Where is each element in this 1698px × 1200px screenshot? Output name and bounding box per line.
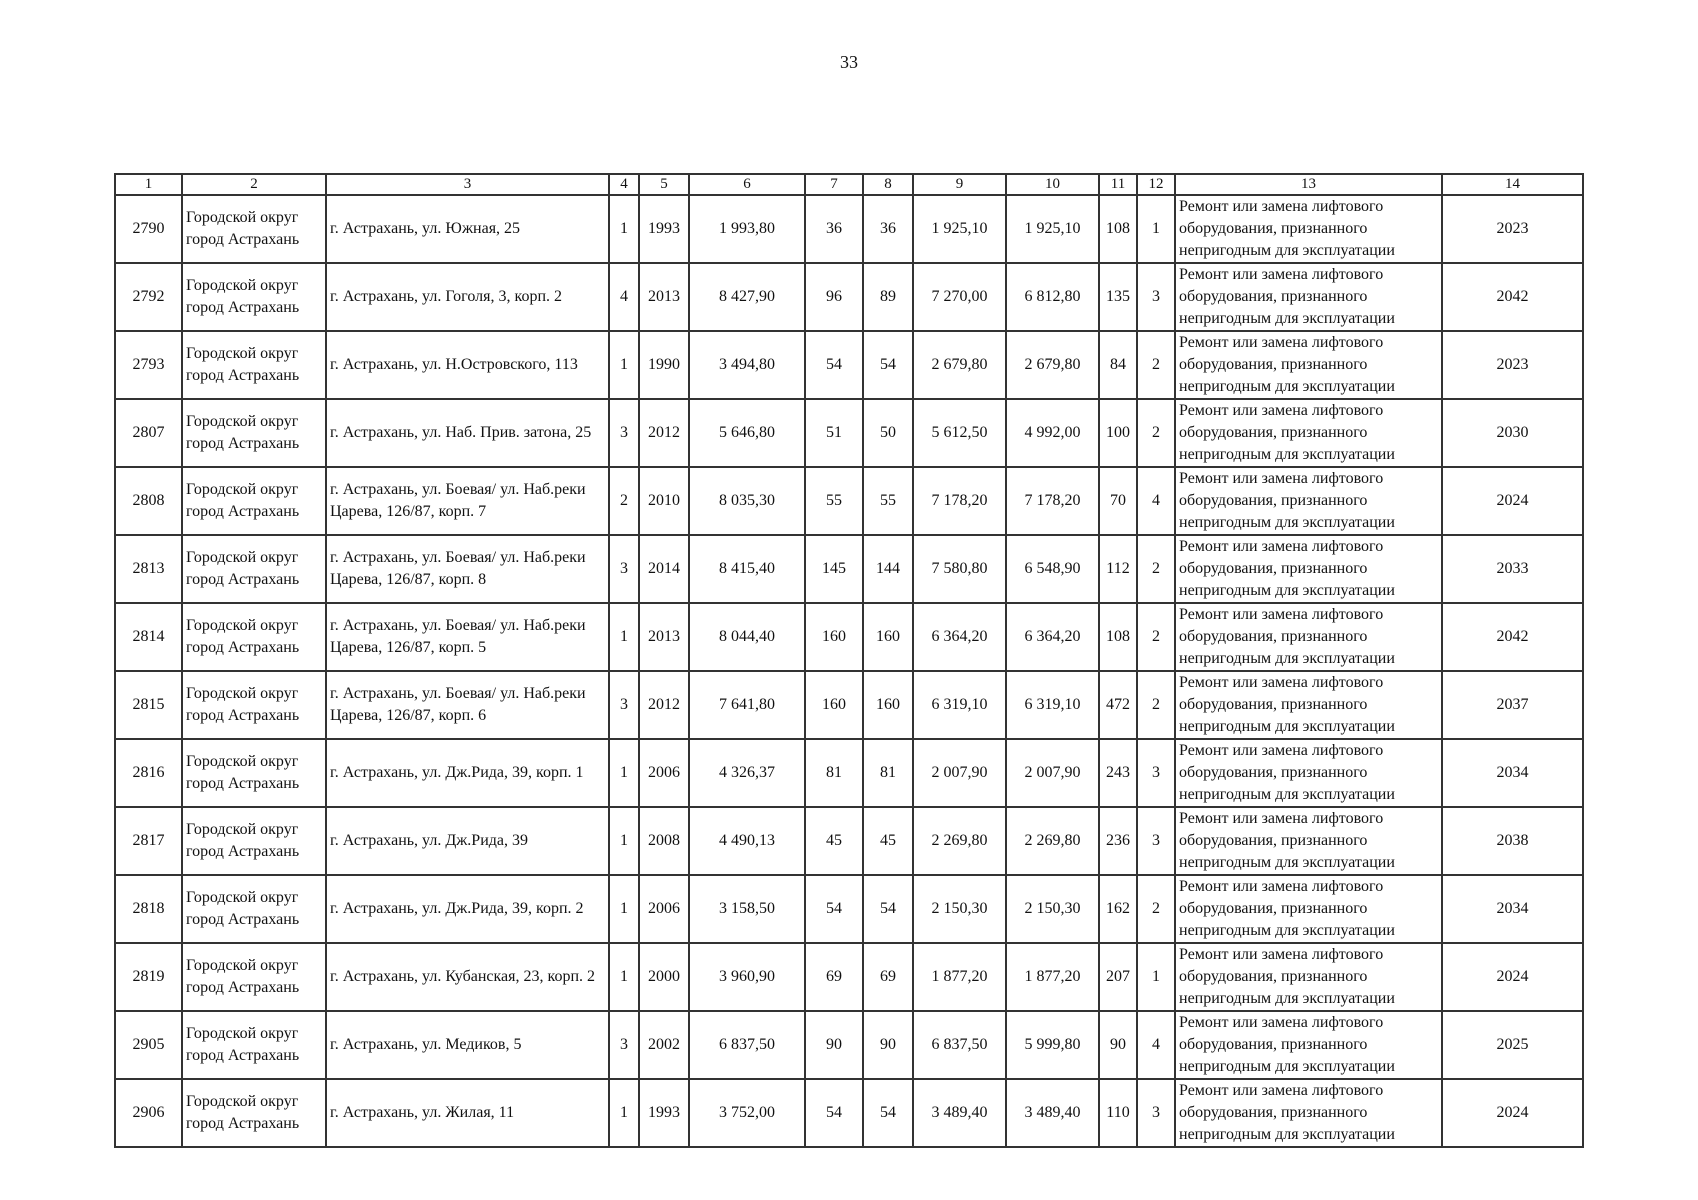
col-10-cell: 1 877,20	[1006, 943, 1099, 1011]
col-9-cell: 7 580,80	[913, 535, 1006, 603]
year-cell: 2012	[639, 671, 689, 739]
column-header: 14	[1442, 174, 1583, 195]
column-header: 12	[1137, 174, 1175, 195]
record-id-cell: 2790	[115, 195, 182, 263]
year-cell: 2008	[639, 807, 689, 875]
municipality-cell: Городской округ город Астрахань	[182, 399, 326, 467]
col-7-cell: 54	[805, 875, 863, 943]
col-7-cell: 55	[805, 467, 863, 535]
col-11-cell: 100	[1099, 399, 1137, 467]
col-4-cell: 1	[609, 1079, 639, 1147]
col-12-cell: 3	[1137, 739, 1175, 807]
address-cell: г. Астрахань, ул. Боевая/ ул. Наб.реки Царева, 126/87, корп. 5	[326, 603, 609, 671]
column-header: 8	[863, 174, 913, 195]
column-header: 1	[115, 174, 182, 195]
year-cell: 1993	[639, 195, 689, 263]
col-8-cell: 54	[863, 331, 913, 399]
record-id-cell: 2792	[115, 263, 182, 331]
col-7-cell: 160	[805, 671, 863, 739]
col-12-cell: 3	[1137, 263, 1175, 331]
col-10-cell: 5 999,80	[1006, 1011, 1099, 1079]
col-9-cell: 6 364,20	[913, 603, 1006, 671]
table-row	[115, 807, 1583, 875]
col-4-cell: 4	[609, 263, 639, 331]
year-planned-cell: 2042	[1442, 603, 1583, 671]
col-7-cell: 69	[805, 943, 863, 1011]
col-4-cell: 3	[609, 1011, 639, 1079]
col-11-cell: 108	[1099, 195, 1137, 263]
table-row	[115, 1011, 1583, 1079]
col-6-cell: 8 415,40	[689, 535, 805, 603]
col-9-cell: 5 612,50	[913, 399, 1006, 467]
col-12-cell: 2	[1137, 399, 1175, 467]
col-6-cell: 3 752,00	[689, 1079, 805, 1147]
record-id-cell: 2814	[115, 603, 182, 671]
col-4-cell: 3	[609, 399, 639, 467]
municipality-cell: Городской округ город Астрахань	[182, 535, 326, 603]
address-cell: г. Астрахань, ул. Дж.Рида, 39	[326, 807, 609, 875]
year-planned-cell: 2038	[1442, 807, 1583, 875]
year-planned-cell: 2030	[1442, 399, 1583, 467]
address-cell: г. Астрахань, ул. Гоголя, 3, корп. 2	[326, 263, 609, 331]
col-8-cell: 90	[863, 1011, 913, 1079]
municipality-cell: Городской округ город Астрахань	[182, 671, 326, 739]
record-id-cell: 2816	[115, 739, 182, 807]
col-10-cell: 6 319,10	[1006, 671, 1099, 739]
col-11-cell: 90	[1099, 1011, 1137, 1079]
col-6-cell: 5 646,80	[689, 399, 805, 467]
year-cell: 2006	[639, 875, 689, 943]
year-planned-cell: 2034	[1442, 739, 1583, 807]
work-type-cell: Ремонт или замена лифтового оборудования, признанного непригодным для эксплуатации	[1175, 195, 1442, 263]
col-12-cell: 2	[1137, 535, 1175, 603]
col-10-cell: 3 489,40	[1006, 1079, 1099, 1147]
col-6-cell: 3 960,90	[689, 943, 805, 1011]
municipality-cell: Городской округ город Астрахань	[182, 875, 326, 943]
record-id-cell: 2813	[115, 535, 182, 603]
work-type-cell: Ремонт или замена лифтового оборудования, признанного непригодным для эксплуатации	[1175, 467, 1442, 535]
col-8-cell: 69	[863, 943, 913, 1011]
col-11-cell: 108	[1099, 603, 1137, 671]
col-10-cell: 6 548,90	[1006, 535, 1099, 603]
municipality-cell: Городской округ город Астрахань	[182, 195, 326, 263]
municipality-cell: Городской округ город Астрахань	[182, 943, 326, 1011]
work-type-cell: Ремонт или замена лифтового оборудования, признанного непригодным для эксплуатации	[1175, 603, 1442, 671]
col-4-cell: 3	[609, 535, 639, 603]
col-4-cell: 1	[609, 807, 639, 875]
municipality-cell: Городской округ город Астрахань	[182, 1011, 326, 1079]
address-cell: г. Астрахань, ул. Жилая, 11	[326, 1079, 609, 1147]
col-9-cell: 2 679,80	[913, 331, 1006, 399]
year-planned-cell: 2025	[1442, 1011, 1583, 1079]
year-planned-cell: 2023	[1442, 195, 1583, 263]
record-id-cell: 2807	[115, 399, 182, 467]
table-row	[115, 467, 1583, 535]
col-7-cell: 36	[805, 195, 863, 263]
col-9-cell: 7 270,00	[913, 263, 1006, 331]
col-4-cell: 1	[609, 603, 639, 671]
work-type-cell: Ремонт или замена лифтового оборудования, признанного непригодным для эксплуатации	[1175, 943, 1442, 1011]
col-9-cell: 1 877,20	[913, 943, 1006, 1011]
column-header: 13	[1175, 174, 1442, 195]
record-id-cell: 2815	[115, 671, 182, 739]
year-cell: 2013	[639, 603, 689, 671]
year-planned-cell: 2042	[1442, 263, 1583, 331]
col-6-cell: 8 044,40	[689, 603, 805, 671]
year-cell: 2006	[639, 739, 689, 807]
col-7-cell: 54	[805, 1079, 863, 1147]
col-11-cell: 207	[1099, 943, 1137, 1011]
col-11-cell: 112	[1099, 535, 1137, 603]
col-11-cell: 472	[1099, 671, 1137, 739]
column-header: 10	[1006, 174, 1099, 195]
work-type-cell: Ремонт или замена лифтового оборудования, признанного непригодным для эксплуатации	[1175, 331, 1442, 399]
year-cell: 1993	[639, 1079, 689, 1147]
col-10-cell: 6 364,20	[1006, 603, 1099, 671]
year-planned-cell: 2034	[1442, 875, 1583, 943]
col-10-cell: 7 178,20	[1006, 467, 1099, 535]
col-12-cell: 4	[1137, 1011, 1175, 1079]
col-9-cell: 1 925,10	[913, 195, 1006, 263]
col-7-cell: 45	[805, 807, 863, 875]
year-cell: 1990	[639, 331, 689, 399]
col-11-cell: 84	[1099, 331, 1137, 399]
col-8-cell: 81	[863, 739, 913, 807]
table-row	[115, 875, 1583, 943]
col-10-cell: 6 812,80	[1006, 263, 1099, 331]
record-id-cell: 2817	[115, 807, 182, 875]
address-cell: г. Астрахань, ул. Боевая/ ул. Наб.реки Царева, 126/87, корп. 6	[326, 671, 609, 739]
col-8-cell: 55	[863, 467, 913, 535]
col-8-cell: 54	[863, 1079, 913, 1147]
col-9-cell: 6 837,50	[913, 1011, 1006, 1079]
address-cell: г. Астрахань, ул. Наб. Прив. затона, 25	[326, 399, 609, 467]
year-cell: 2000	[639, 943, 689, 1011]
col-4-cell: 1	[609, 739, 639, 807]
table-row	[115, 535, 1583, 603]
col-11-cell: 70	[1099, 467, 1137, 535]
col-11-cell: 110	[1099, 1079, 1137, 1147]
col-7-cell: 96	[805, 263, 863, 331]
work-type-cell: Ремонт или замена лифтового оборудования, признанного непригодным для эксплуатации	[1175, 875, 1442, 943]
address-cell: г. Астрахань, ул. Боевая/ ул. Наб.реки Царева, 126/87, корп. 8	[326, 535, 609, 603]
col-7-cell: 145	[805, 535, 863, 603]
col-6-cell: 4 326,37	[689, 739, 805, 807]
municipality-cell: Городской округ город Астрахань	[182, 263, 326, 331]
col-11-cell: 236	[1099, 807, 1137, 875]
address-cell: г. Астрахань, ул. Южная, 25	[326, 195, 609, 263]
col-6-cell: 8 035,30	[689, 467, 805, 535]
year-cell: 2013	[639, 263, 689, 331]
page-number: 33	[840, 52, 858, 72]
table-body	[115, 195, 1583, 1147]
col-9-cell: 7 178,20	[913, 467, 1006, 535]
col-7-cell: 81	[805, 739, 863, 807]
col-6-cell: 3 158,50	[689, 875, 805, 943]
col-4-cell: 1	[609, 195, 639, 263]
municipality-cell: Городской округ город Астрахань	[182, 331, 326, 399]
work-type-cell: Ремонт или замена лифтового оборудования, признанного непригодным для эксплуатации	[1175, 1011, 1442, 1079]
column-header: 2	[182, 174, 326, 195]
col-10-cell: 2 679,80	[1006, 331, 1099, 399]
col-12-cell: 3	[1137, 1079, 1175, 1147]
col-7-cell: 90	[805, 1011, 863, 1079]
col-12-cell: 2	[1137, 603, 1175, 671]
municipality-cell: Городской округ город Астрахань	[182, 807, 326, 875]
col-8-cell: 144	[863, 535, 913, 603]
col-9-cell: 2 150,30	[913, 875, 1006, 943]
col-4-cell: 3	[609, 671, 639, 739]
year-cell: 2002	[639, 1011, 689, 1079]
year-cell: 2010	[639, 467, 689, 535]
column-header: 6	[689, 174, 805, 195]
table-row	[115, 195, 1583, 263]
col-4-cell: 1	[609, 943, 639, 1011]
col-9-cell: 2 007,90	[913, 739, 1006, 807]
column-header: 4	[609, 174, 639, 195]
address-cell: г. Астрахань, ул. Дж.Рида, 39, корп. 1	[326, 739, 609, 807]
municipality-cell: Городской округ город Астрахань	[182, 603, 326, 671]
col-12-cell: 1	[1137, 943, 1175, 1011]
col-10-cell: 4 992,00	[1006, 399, 1099, 467]
work-type-cell: Ремонт или замена лифтового оборудования, признанного непригодным для эксплуатации	[1175, 535, 1442, 603]
table-row	[115, 739, 1583, 807]
column-header: 5	[639, 174, 689, 195]
col-4-cell: 2	[609, 467, 639, 535]
municipality-cell: Городской округ город Астрахань	[182, 467, 326, 535]
col-12-cell: 1	[1137, 195, 1175, 263]
col-4-cell: 1	[609, 331, 639, 399]
col-10-cell: 1 925,10	[1006, 195, 1099, 263]
col-6-cell: 6 837,50	[689, 1011, 805, 1079]
col-12-cell: 2	[1137, 875, 1175, 943]
address-cell: г. Астрахань, ул. Н.Островского, 113	[326, 331, 609, 399]
address-cell: г. Астрахань, ул. Кубанская, 23, корп. 2	[326, 943, 609, 1011]
record-id-cell: 2808	[115, 467, 182, 535]
work-type-cell: Ремонт или замена лифтового оборудования, признанного непригодным для эксплуатации	[1175, 671, 1442, 739]
col-11-cell: 135	[1099, 263, 1137, 331]
column-header: 3	[326, 174, 609, 195]
data-table	[114, 173, 1584, 1148]
col-9-cell: 3 489,40	[913, 1079, 1006, 1147]
col-12-cell: 2	[1137, 331, 1175, 399]
col-6-cell: 7 641,80	[689, 671, 805, 739]
work-type-cell: Ремонт или замена лифтового оборудования, признанного непригодным для эксплуатации	[1175, 263, 1442, 331]
col-8-cell: 45	[863, 807, 913, 875]
work-type-cell: Ремонт или замена лифтового оборудования, признанного непригодным для эксплуатации	[1175, 739, 1442, 807]
col-9-cell: 2 269,80	[913, 807, 1006, 875]
address-cell: г. Астрахань, ул. Дж.Рида, 39, корп. 2	[326, 875, 609, 943]
year-cell: 2014	[639, 535, 689, 603]
record-id-cell: 2793	[115, 331, 182, 399]
table-row	[115, 943, 1583, 1011]
col-12-cell: 4	[1137, 467, 1175, 535]
col-7-cell: 160	[805, 603, 863, 671]
record-id-cell: 2906	[115, 1079, 182, 1147]
year-planned-cell: 2024	[1442, 1079, 1583, 1147]
col-6-cell: 1 993,80	[689, 195, 805, 263]
municipality-cell: Городской округ город Астрахань	[182, 739, 326, 807]
table-row	[115, 1079, 1583, 1147]
col-6-cell: 4 490,13	[689, 807, 805, 875]
col-8-cell: 160	[863, 603, 913, 671]
column-header: 11	[1099, 174, 1137, 195]
year-planned-cell: 2024	[1442, 467, 1583, 535]
table-row	[115, 331, 1583, 399]
col-6-cell: 3 494,80	[689, 331, 805, 399]
col-8-cell: 50	[863, 399, 913, 467]
work-type-cell: Ремонт или замена лифтового оборудования, признанного непригодным для эксплуатации	[1175, 807, 1442, 875]
year-planned-cell: 2023	[1442, 331, 1583, 399]
col-7-cell: 51	[805, 399, 863, 467]
record-id-cell: 2819	[115, 943, 182, 1011]
table-row	[115, 671, 1583, 739]
col-6-cell: 8 427,90	[689, 263, 805, 331]
address-cell: г. Астрахань, ул. Боевая/ ул. Наб.реки Царева, 126/87, корп. 7	[326, 467, 609, 535]
col-7-cell: 54	[805, 331, 863, 399]
col-8-cell: 54	[863, 875, 913, 943]
col-10-cell: 2 269,80	[1006, 807, 1099, 875]
col-8-cell: 89	[863, 263, 913, 331]
col-10-cell: 2 150,30	[1006, 875, 1099, 943]
col-4-cell: 1	[609, 875, 639, 943]
col-10-cell: 2 007,90	[1006, 739, 1099, 807]
col-8-cell: 160	[863, 671, 913, 739]
table-row	[115, 263, 1583, 331]
year-planned-cell: 2033	[1442, 535, 1583, 603]
work-type-cell: Ремонт или замена лифтового оборудования, признанного непригодным для эксплуатации	[1175, 399, 1442, 467]
col-12-cell: 2	[1137, 671, 1175, 739]
year-cell: 2012	[639, 399, 689, 467]
col-11-cell: 243	[1099, 739, 1137, 807]
col-8-cell: 36	[863, 195, 913, 263]
year-planned-cell: 2024	[1442, 943, 1583, 1011]
col-11-cell: 162	[1099, 875, 1137, 943]
col-12-cell: 3	[1137, 807, 1175, 875]
address-cell: г. Астрахань, ул. Медиков, 5	[326, 1011, 609, 1079]
col-9-cell: 6 319,10	[913, 671, 1006, 739]
year-planned-cell: 2037	[1442, 671, 1583, 739]
municipality-cell: Городской округ город Астрахань	[182, 1079, 326, 1147]
record-id-cell: 2905	[115, 1011, 182, 1079]
record-id-cell: 2818	[115, 875, 182, 943]
work-type-cell: Ремонт или замена лифтового оборудования, признанного непригодным для эксплуатации	[1175, 1079, 1442, 1147]
column-header: 7	[805, 174, 863, 195]
column-header: 9	[913, 174, 1006, 195]
table-row	[115, 603, 1583, 671]
table-row	[115, 399, 1583, 467]
column-number-row	[115, 174, 1583, 195]
